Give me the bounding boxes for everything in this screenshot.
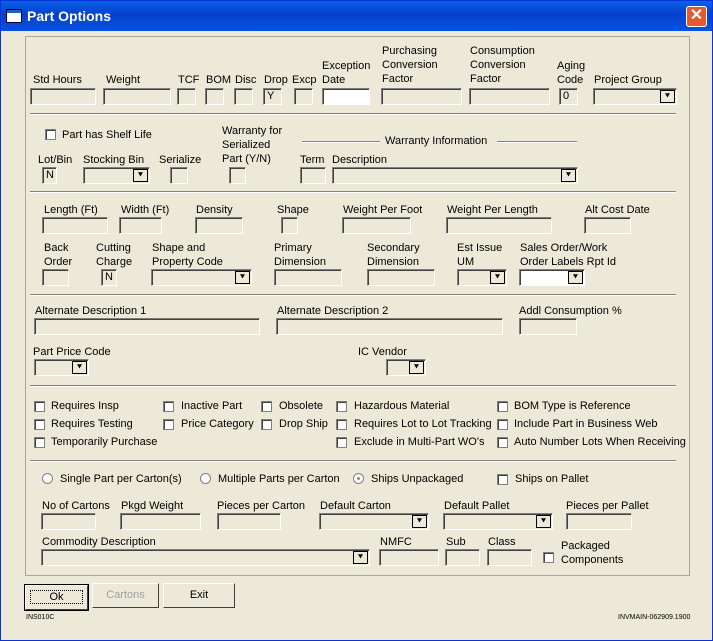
inactive-part-checkbox[interactable] (163, 401, 174, 412)
ships-unpackaged-radio[interactable] (353, 473, 364, 484)
divider (302, 141, 380, 143)
bom-reference-checkbox[interactable] (497, 401, 508, 412)
width-field[interactable] (119, 217, 162, 234)
ships-pallet-checkbox[interactable] (497, 474, 508, 485)
alt-cost-date-field[interactable] (584, 217, 631, 234)
addl-consumption-field[interactable] (519, 318, 577, 335)
title-bar[interactable] (1, 1, 712, 31)
default-carton-select[interactable] (319, 513, 429, 530)
drop-label: Drop (264, 74, 288, 86)
requires-lot-label: Requires Lot to Lot Tracking (354, 418, 492, 430)
disc-label: Disc (235, 74, 257, 86)
packaged-components-checkbox[interactable] (543, 552, 554, 563)
exit-button[interactable] (163, 583, 235, 608)
no-cartons-field[interactable] (41, 513, 96, 530)
lot-bin-label: Lot/Bin (38, 154, 73, 166)
addl-consumption-label: Addl Consumption % (519, 305, 622, 317)
screen-id-right: INVMAIN-062909.1900 (618, 614, 691, 621)
length-label: Length (Ft) (44, 204, 98, 216)
requires-lot-checkbox[interactable] (336, 419, 347, 430)
dropdown-arrow-icon[interactable]: ⯆ (536, 515, 551, 528)
tcf-field[interactable] (177, 88, 196, 105)
consumption-factor-label: Consumption Conversion Factor (470, 45, 535, 85)
aging-code-field[interactable]: 0 (559, 88, 578, 105)
auto-number-checkbox[interactable] (497, 437, 508, 448)
commodity-desc-select[interactable] (41, 549, 370, 566)
sub-label: Sub (446, 536, 466, 548)
sub-field[interactable] (445, 549, 480, 566)
est-issue-um-select[interactable] (457, 269, 507, 286)
alt-desc-2-label: Alternate Description 2 (277, 305, 389, 317)
divider (30, 113, 676, 115)
dropdown-arrow-icon[interactable]: ⯆ (568, 271, 583, 284)
multiple-parts-label: Multiple Parts per Carton (218, 473, 340, 485)
class-field[interactable] (487, 549, 532, 566)
obsolete-label: Obsolete (279, 400, 324, 412)
dropdown-arrow-icon[interactable]: ⯆ (72, 361, 87, 374)
dropdown-arrow-icon[interactable]: ⯆ (235, 271, 250, 284)
screen-id-left: INS010C (26, 614, 55, 621)
default-pallet-select[interactable] (443, 513, 553, 530)
price-code-select[interactable] (34, 359, 89, 376)
term-field[interactable] (300, 167, 326, 184)
window-title: Part Options (27, 8, 112, 24)
exit-button-label: Exit (189, 589, 209, 601)
dropdown-arrow-icon[interactable]: ⯆ (490, 271, 505, 284)
so-labels-select[interactable] (519, 269, 585, 286)
dropdown-arrow-icon[interactable]: ⯆ (412, 515, 427, 528)
drop-ship-checkbox[interactable] (261, 419, 272, 430)
consumption-factor-field[interactable] (469, 88, 550, 105)
ic-vendor-label: IC Vendor (358, 346, 407, 358)
price-code-label: Part Price Code (33, 346, 111, 358)
no-cartons-label: No of Cartons (42, 500, 110, 512)
drop-field[interactable]: Y (263, 88, 282, 105)
alt-desc-1-label: Alternate Description 1 (35, 305, 147, 317)
nmfc-label: NMFC (380, 536, 412, 548)
primary-dimension-field[interactable] (274, 269, 342, 286)
exclude-multi-label: Exclude in Multi-Part WO's (354, 436, 485, 448)
weight-label: Weight (106, 74, 141, 86)
cutting-charge-field[interactable]: N (101, 269, 117, 286)
description-label: Description (332, 154, 388, 166)
dropdown-arrow-icon[interactable]: ⯆ (133, 169, 148, 182)
pieces-pallet-field[interactable] (566, 513, 632, 530)
ok-button[interactable] (25, 585, 88, 610)
shape-field[interactable] (281, 217, 298, 234)
std-hours-label: Std Hours (33, 74, 82, 86)
shape-property-label: Shape and Property Code (152, 242, 223, 268)
requires-testing-checkbox[interactable] (34, 419, 45, 430)
bom-reference-label: BOM Type is Reference (514, 400, 631, 412)
ships-pallet-label: Ships on Pallet (515, 473, 589, 485)
obsolete-checkbox[interactable] (261, 401, 272, 412)
ok-button-label: Ok (30, 590, 82, 604)
project-group-label: Project Group (594, 74, 662, 86)
description-select[interactable] (332, 167, 578, 184)
serialize-field[interactable] (170, 167, 188, 184)
cutting-charge-label: Cutting Charge (96, 242, 133, 268)
alt-desc-2-field[interactable] (276, 318, 503, 335)
pkgd-weight-field[interactable] (120, 513, 201, 530)
bom-field[interactable] (205, 88, 224, 105)
est-issue-um-label: Est Issue UM (457, 242, 503, 268)
default-pallet-label: Default Pallet (444, 500, 510, 512)
window-icon (6, 9, 22, 23)
std-hours-field[interactable] (30, 88, 96, 105)
secondary-dimension-field[interactable] (367, 269, 435, 286)
ships-unpackaged-label: Ships Unpackaged (371, 473, 464, 485)
class-label: Class (488, 536, 516, 548)
exception-date-field[interactable] (322, 88, 370, 105)
dropdown-arrow-icon[interactable]: ⯆ (660, 90, 675, 103)
divider (497, 141, 577, 143)
exception-date-label: Exception Date (322, 60, 371, 86)
length-field[interactable] (42, 217, 108, 234)
commodity-desc-label: Commodity Description (42, 536, 156, 548)
drop-ship-label: Drop Ship (279, 418, 328, 430)
back-order-field[interactable] (42, 269, 69, 286)
purchasing-factor-field[interactable] (381, 88, 462, 105)
divider (30, 385, 676, 387)
excp-label: Excp (292, 74, 317, 86)
width-label: Width (Ft) (121, 204, 170, 216)
stocking-bin-label: Stocking Bin (83, 154, 145, 166)
lot-bin-field[interactable]: N (42, 167, 57, 184)
density-field[interactable] (195, 217, 243, 234)
serialize-label: Serialize (159, 154, 202, 166)
shape-property-select[interactable] (151, 269, 252, 286)
warranty-info-label: Warranty Information (385, 135, 488, 147)
warranty-serialized-label: Warranty for Serialized Part (Y/N) (222, 125, 283, 165)
alt-cost-date-label: Alt Cost Date (585, 204, 650, 216)
requires-testing-label: Requires Testing (51, 418, 133, 430)
aging-code-label: Aging Code (557, 60, 586, 86)
exclude-multi-checkbox[interactable] (336, 437, 347, 448)
disc-field[interactable] (234, 88, 253, 105)
warranty-serialized-field[interactable] (229, 167, 246, 184)
single-part-radio[interactable] (42, 473, 53, 484)
divider (30, 294, 676, 296)
alt-desc-1-field[interactable] (34, 318, 260, 335)
purchasing-factor-label: Purchasing Conversion Factor (382, 45, 438, 85)
nmfc-field[interactable] (379, 549, 439, 566)
default-carton-label: Default Carton (320, 500, 391, 512)
divider (30, 460, 676, 462)
requires-insp-checkbox[interactable] (34, 401, 45, 412)
shelf-life-label: Part has Shelf Life (62, 129, 152, 141)
price-category-checkbox[interactable] (163, 419, 174, 430)
weight-per-foot-label: Weight Per Foot (343, 204, 423, 216)
ic-vendor-select[interactable] (386, 359, 426, 376)
pkgd-weight-label: Pkgd Weight (121, 500, 184, 512)
options-panel (25, 36, 690, 576)
pieces-pallet-label: Pieces per Pallet (566, 500, 649, 512)
density-label: Density (196, 204, 233, 216)
tcf-label: TCF (178, 74, 200, 86)
primary-dimension-label: Primary Dimension (274, 242, 326, 268)
requires-insp-label: Requires Insp (51, 400, 119, 412)
pieces-carton-label: Pieces per Carton (217, 500, 306, 512)
dropdown-arrow-icon[interactable]: ⯆ (353, 551, 368, 564)
temp-purchase-checkbox[interactable] (34, 437, 45, 448)
weight-field[interactable] (103, 88, 171, 105)
include-web-label: Include Part in Business Web (514, 418, 658, 430)
secondary-dimension-label: Secondary Dimension (367, 242, 420, 268)
single-part-label: Single Part per Carton(s) (60, 473, 182, 485)
term-label: Term (300, 154, 325, 166)
inactive-part-label: Inactive Part (181, 400, 243, 412)
weight-per-foot-field[interactable] (342, 217, 411, 234)
cartons-button-label: Cartons (106, 589, 145, 601)
dropdown-arrow-icon[interactable]: ⯆ (561, 169, 576, 182)
excp-field[interactable] (294, 88, 313, 105)
price-category-label: Price Category (181, 418, 254, 430)
shape-label: Shape (277, 204, 309, 216)
packaged-components-label: Packaged Components (561, 540, 624, 566)
close-button[interactable]: ✕ (686, 6, 707, 27)
weight-per-length-label: Weight Per Length (447, 204, 538, 216)
stocking-bin-select[interactable] (83, 167, 150, 184)
cartons-button[interactable] (92, 583, 159, 608)
bom-label: BOM (206, 74, 232, 86)
back-order-label: Back Order (44, 242, 73, 268)
hazardous-label: Hazardous Material (354, 400, 450, 412)
project-group-select[interactable] (593, 88, 677, 105)
dropdown-arrow-icon[interactable]: ⯆ (409, 361, 424, 374)
multiple-parts-radio[interactable] (200, 473, 211, 484)
shelf-life-checkbox[interactable] (45, 129, 56, 140)
pieces-carton-field[interactable] (217, 513, 281, 530)
divider (30, 191, 676, 193)
hazardous-checkbox[interactable] (336, 401, 347, 412)
auto-number-label: Auto Number Lots When Receiving (514, 436, 686, 448)
so-labels-label: Sales Order/Work Order Labels Rpt Id (520, 242, 616, 268)
temp-purchase-label: Temporarily Purchase (51, 436, 158, 448)
include-web-checkbox[interactable] (497, 419, 508, 430)
weight-per-length-field[interactable] (446, 217, 552, 234)
